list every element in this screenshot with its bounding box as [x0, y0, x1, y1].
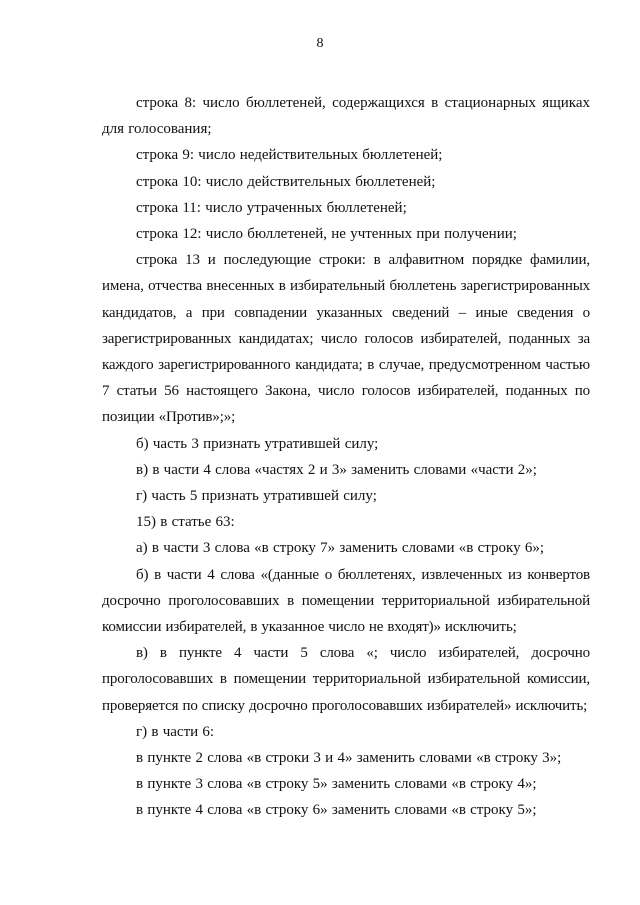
- paragraph-item-b-part3: б) часть 3 признать утратившей силу;: [136, 435, 379, 452]
- paragraph-item-v-part4: в) в части 4 слова «частях 2 и 3» заменить словами «части 2»;: [136, 461, 537, 478]
- paragraph-item-g-part5: г) часть 5 признать утратившей силу;: [136, 488, 377, 505]
- paragraph-item-v-part5: в) в пункте 4 части 5 слова «; число избирателей, досрочно проголосовавших в помещении территориальной избирательной комиссии, проверяется по списку досрочно проголосовавших избирателей» исключить;: [102, 645, 590, 714]
- paragraph-article-63: 15) в статье 63:: [136, 514, 235, 531]
- paragraph-item-b-part4: б) в части 4 слова «(данные о бюллетенях, извлеченных из конвертов досрочно проголосовавших в помещении территориальной избирательной комиссии избирателей, в указанное число не входят)» исключить;: [102, 566, 590, 636]
- paragraph-point-2: в пункте 2 слова «в строки 3 и 4» заменить словами «в строку 3»;: [136, 750, 562, 767]
- paragraph-line-13: строка 13 и последующие строки: в алфавитном порядке фамилии, имена, отчества внесенных в избирательный бюллетень зарегистрированных кандидатов, а при совпадении указанных сведений – иные сведения о зарегистрированных кандидатах; число голосов избирателей, поданных за каждого зарегистрированного кандидата; в случае, предусмотренном частью 7 статьи 56 настоящего Закона, число голосов избирателей, поданных по позиции «Против»;»;: [102, 252, 590, 426]
- page-number: 8: [316, 36, 324, 51]
- paragraph-line-8: строка 8: число бюллетеней, содержащихся в стационарных ящиках для голосования;: [102, 95, 590, 138]
- paragraph-point-3: в пункте 3 слова «в строку 5» заменить словами «в строку 4»;: [136, 776, 537, 793]
- paragraph-line-11: строка 11: число утраченных бюллетеней;: [136, 199, 407, 216]
- paragraph-line-12: строка 12: число бюллетеней, не учтенных при получении;: [136, 226, 517, 243]
- paragraph-line-9: строка 9: число недействительных бюллетеней;: [136, 147, 443, 164]
- paragraph-point-4: в пункте 4 слова «в строку 6» заменить словами «в строку 5»;: [136, 802, 537, 819]
- document-body: [102, 90, 590, 824]
- paragraph-item-a-part3: а) в части 3 слова «в строку 7» заменить словами «в строку 6»;: [136, 540, 545, 557]
- paragraph-item-g-part6: г) в части 6:: [136, 723, 215, 740]
- paragraph-line-10: строка 10: число действительных бюллетеней;: [136, 173, 436, 190]
